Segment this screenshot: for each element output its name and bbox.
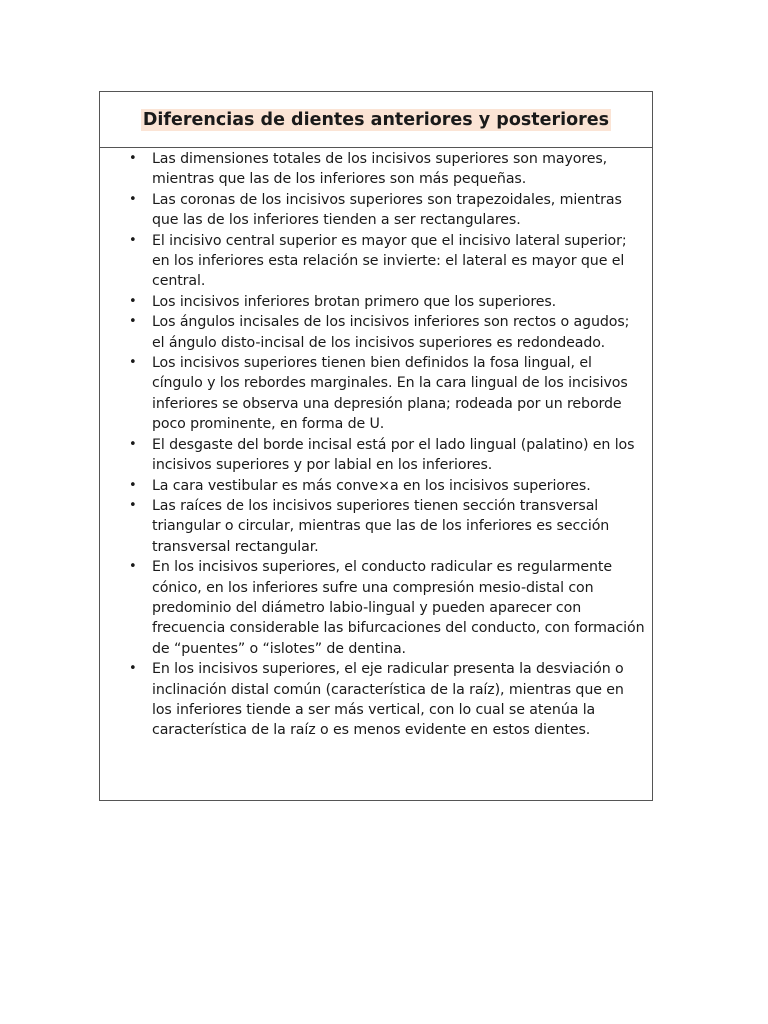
list-item-text: El desgaste del borde incisal está por el lado lingual (palatino) en los incisivos superiores y por labial en los inferiores.: [152, 436, 635, 474]
table-header-cell: [100, 92, 652, 148]
list-item: [120, 149, 646, 190]
table-body-cell: [100, 148, 652, 741]
list-item: [120, 353, 646, 435]
bullet-icon: •: [129, 661, 137, 677]
list-item: [120, 312, 646, 353]
list-item: [120, 435, 646, 476]
list-item: [120, 476, 646, 496]
list-item: [120, 496, 646, 557]
list-item: [120, 292, 646, 312]
list-item: [120, 190, 646, 231]
list-item: [120, 557, 646, 659]
table-title: Diferencias de dientes anteriores y posteriores: [142, 109, 610, 130]
bullet-icon: •: [129, 477, 137, 493]
bullet-icon: •: [129, 314, 137, 330]
list-item-text: La cara vestibular es más conve×a en los incisivos superiores.: [152, 477, 591, 494]
list-item-text: Los ángulos incisales de los incisivos inferiores son rectos o agudos; el ángulo disto-incisal de los incisivos superiores es redondeado.: [152, 314, 630, 351]
bullet-list: [120, 149, 646, 741]
list-item-text: El incisivo central superior es mayor que el incisivo lateral superior; en los inferiores esta relación se invierte: el lateral es mayor que el central.: [152, 232, 627, 290]
bullet-icon: •: [129, 293, 137, 309]
bullet-icon: •: [129, 559, 137, 575]
bullet-icon: •: [129, 232, 137, 248]
list-item-text: Los incisivos inferiores brotan primero que los superiores.: [152, 293, 557, 310]
list-item-text: Las coronas de los incisivos superiores son trapezoidales, mientras que las de los inferiores tienden a ser rectangulares.: [152, 191, 622, 229]
bullet-icon: •: [129, 151, 137, 166]
list-item: [120, 231, 646, 292]
list-item: [120, 659, 646, 741]
list-item-text: En los incisivos superiores, el conducto radicular es regularmente cónico, en los inferiores sufre una compresión mesio-distal con predominio del diámetro labio-lingual y pueden aparecer con frecuencia considerable las bifurcaciones del conducto, con formación de “puentes” o “islotes” de dentina.: [152, 559, 645, 657]
differences-table: [99, 91, 653, 801]
list-item-text: En los incisivos superiores, el eje radicular presenta la desviación o inclinación distal común (característica de la raíz), mientras que en los inferiores tiende a ser más vertical, con lo cual se atenúa la característica de la raíz o es menos evidente en estos dientes.: [152, 661, 624, 739]
list-item-text: Los incisivos superiores tienen bien definidos la fosa lingual, el cíngulo y los rebordes marginales. En la cara lingual de los incisivos inferiores se observa una depresión plana; rodeada por un reborde poco prominente, en forma de U.: [152, 355, 628, 433]
bullet-icon: •: [129, 436, 137, 452]
bullet-icon: •: [129, 355, 137, 371]
bullet-icon: •: [129, 497, 137, 513]
bullet-icon: •: [129, 191, 137, 207]
list-item-text: Las dimensiones totales de los incisivos superiores son mayores, mientras que las de los inferiores son más pequeñas.: [152, 151, 608, 188]
list-item-text: Las raíces de los incisivos superiores tienen sección transversal triangular o circular, mientras que las de los inferiores es sección transversal rectangular.: [152, 497, 610, 555]
